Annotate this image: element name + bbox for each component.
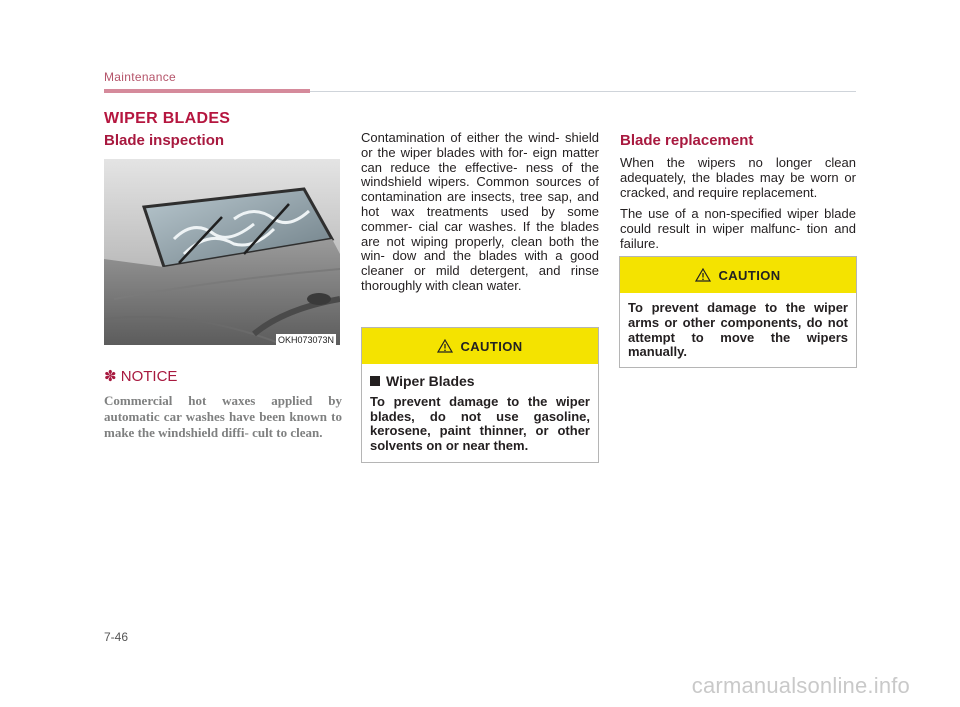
page-title: WIPER BLADES (104, 110, 231, 127)
caution-item-text: To prevent damage to the wiper blades, do not use gasoline, kerosene, paint thinner, or other solvents on or near them. (370, 393, 590, 454)
page-number: 7-46 (104, 630, 129, 644)
header-divider (310, 91, 856, 92)
caution-label: CAUTION (460, 338, 523, 354)
caution-body (362, 364, 598, 462)
replacement-paragraph-2: The use of a non-specified wiper blade could result in wiper malfunc- tion and failure. (620, 206, 856, 251)
windshield-photo (104, 159, 340, 345)
contamination-paragraph: Contamination of either the wind- shield or the wiper blades with for- eign matter can reduce the effective- ness of the windshield wipers. Common sources of contamination are insects, tree sap, and hot wax treatments used by some commer- cial car washes. If the blades are not wiping properly, clean both the win- dow and the blades with a good cleaner or mild detergent, and rinse thoroughly with clean water. (361, 130, 599, 293)
watermark: carmanualsonline.info (691, 673, 910, 698)
caution-body: To prevent damage to the wiper arms or other components, do not attempt to move the wipers manually. (628, 300, 848, 360)
blade-replacement-heading: Blade replacement (620, 132, 754, 149)
caution-label: CAUTION (718, 267, 781, 283)
caution-item-title (370, 374, 590, 389)
car-windshield-illustration (104, 159, 340, 345)
header-accent-bar (104, 89, 310, 93)
caution-header (620, 257, 856, 293)
photo-caption: OKH073073N (278, 335, 335, 345)
caution-box-wiper-arms (619, 256, 857, 368)
caution-item-title-text: Wiper Blades (386, 373, 475, 389)
warning-triangle-icon (437, 339, 453, 353)
notice-title: ✽ NOTICE (104, 368, 178, 385)
blade-inspection-heading: Blade inspection (104, 132, 225, 149)
replacement-paragraph-1: When the wipers no longer clean adequately, the blades may be worn or cracked, and require replacement. (620, 155, 856, 200)
bullet-square-icon (370, 376, 380, 386)
caution-header (362, 328, 598, 364)
section-label: Maintenance (104, 70, 177, 84)
warning-triangle-icon (695, 268, 711, 282)
notice-body: Commercial hot waxes applied by automatic car washes have been known to make the windshield diffi- cult to clean. (104, 393, 342, 440)
caution-box-wiper-blades (361, 327, 599, 463)
